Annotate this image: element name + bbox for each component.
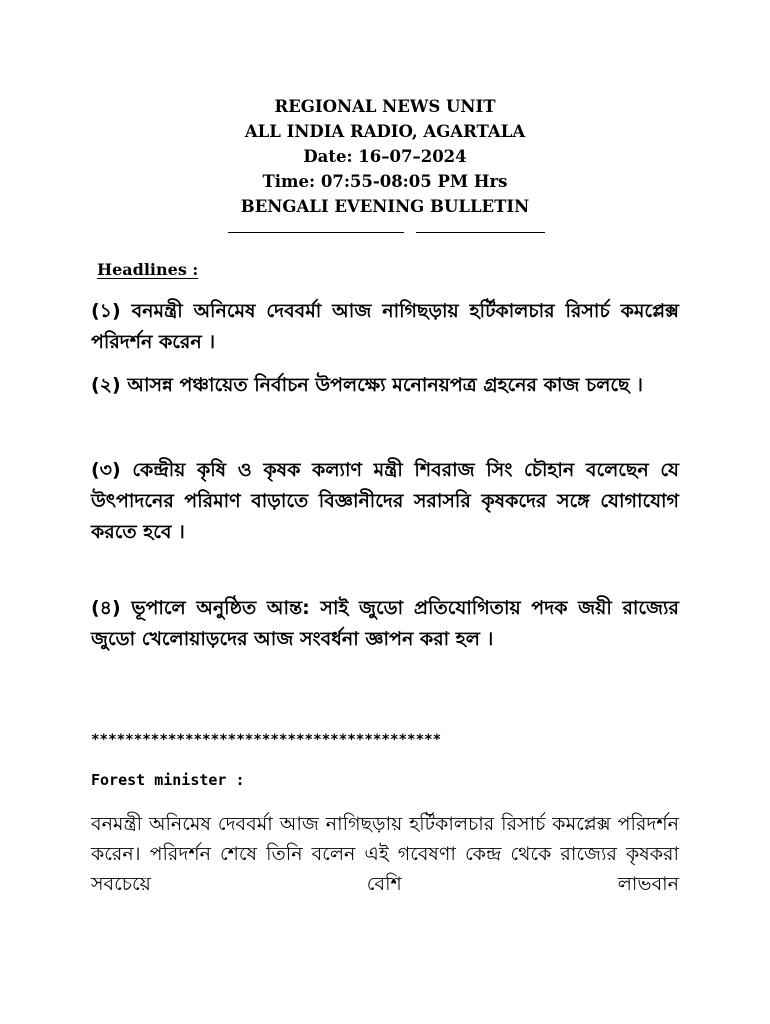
bulletin-header (0, 94, 770, 219)
section-label: Forest minister : (91, 771, 245, 789)
header-rule-right (416, 232, 545, 233)
header-rule-left (228, 232, 404, 233)
header-station: ALL INDIA RADIO, AGARTALA (244, 122, 526, 141)
header-time: Time: 07:55-08:05 PM Hrs (262, 172, 508, 191)
headline-1: (১) বনমন্ত্রী অনিমেষ দেববর্মা আজ নাগিছড়ায় হর্টিকালচার রিসার্চ কমপ্লেক্স পরিদর্শন করেন । (91, 300, 679, 353)
header-date: Date: 16–07–2024 (303, 147, 467, 166)
header-bulletin-name: BENGALI EVENING BULLETIN (240, 197, 530, 216)
headline-4: (৪) ভূপালে অনুষ্ঠিত আন্ত: সাই জুডো প্রতিযোগিতায় পদক জয়ী রাজ্যের জুডো খেলোয়াড়দের আজ সংবর্ধনা জ্ঞাপন করা হল । (91, 597, 679, 650)
headlines-label: Headlines : (97, 260, 199, 279)
header-unit: REGIONAL NEWS UNIT (274, 97, 496, 116)
headline-3: (৩) কেন্দ্রীয় কৃষি ও কৃষক কল্যাণ মন্ত্রী শিবরাজ সিং চৌহান বলেছেন যে উৎপাদনের পরিমাণ বাড়াতে বিজ্ঞানীদের সরাসরি কৃষকদের সঙ্গে যোগাযোগ করতে হবে । (91, 459, 679, 543)
section-separator: ***************************************** (91, 732, 442, 748)
headline-2: (২) আসন্ন পঞ্চায়েত নির্বাচন উপলক্ষ্যে মনোনয়পত্র গ্রহনের কাজ চলছে । (91, 374, 643, 396)
section-body-text: বনমন্ত্রী অনিমেষ দেববর্মা আজ নাগিছড়ায় হর্টিকালচার রিসার্চ কমপ্লেক্স পরিদর্শন করেন। পরিদর্শন শেষে তিনি বলেন এই গবেষণা কেন্দ্র থেকে রাজ্যের কৃষকরা সবচেয়ে বেশি লাভবান (91, 813, 679, 895)
